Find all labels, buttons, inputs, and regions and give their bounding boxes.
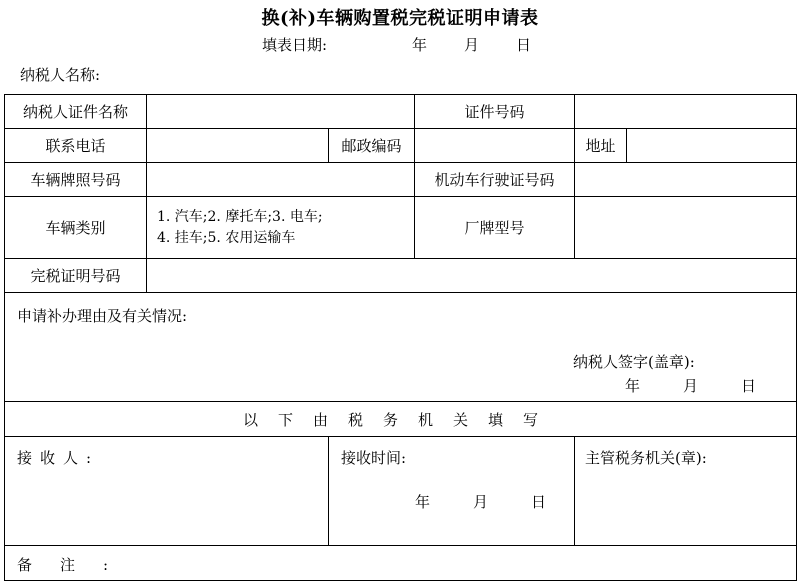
row-authority — [5, 437, 797, 546]
row-plate — [5, 163, 797, 197]
fill-date-line — [262, 34, 531, 55]
postal-code-field[interactable] — [415, 129, 575, 163]
id-doc-no-field[interactable] — [575, 95, 797, 129]
remark-label: 备注: — [17, 556, 137, 574]
row-contact — [5, 129, 797, 163]
reason-label: 申请补办理由及有关情况: — [17, 307, 188, 325]
tax-authority-label: 主管税务机关(章): — [585, 449, 707, 467]
vehicle-type-options — [147, 197, 415, 259]
vehicle-type-options-line2: 4. 挂车;5. 农用运输车 — [157, 229, 296, 246]
license-no-field[interactable] — [575, 163, 797, 197]
row-reason — [5, 293, 797, 402]
row-vehicle-type — [5, 197, 797, 259]
id-doc-name-label: 纳税人证件名称 — [5, 95, 147, 129]
address-field[interactable] — [627, 129, 797, 163]
tax-cert-no-label: 完税证明号码 — [5, 259, 147, 293]
receive-year: 年 — [415, 493, 431, 511]
signature-month: 月 — [683, 377, 699, 395]
receive-day: 日 — [531, 493, 547, 511]
receive-time-field[interactable] — [329, 437, 575, 546]
plate-no-label: 车辆牌照号码 — [5, 163, 147, 197]
fill-date-month: 月 — [464, 36, 480, 54]
brand-model-label: 厂牌型号 — [415, 197, 575, 259]
fill-date-day: 日 — [516, 36, 532, 54]
vehicle-type-options-line1: 1. 汽车;2. 摩托车;3. 电车; — [157, 208, 323, 225]
row-id-document — [5, 95, 797, 129]
receive-month: 月 — [473, 493, 489, 511]
plate-no-field[interactable] — [147, 163, 415, 197]
taxpayer-name-label: 纳税人名称: — [20, 66, 101, 84]
signature-day: 日 — [741, 377, 757, 395]
remark-field[interactable] — [5, 546, 797, 581]
receive-time-label: 接收时间: — [341, 449, 407, 467]
authority-section-header: 以下由税务机关填写 — [5, 402, 797, 437]
fill-date-year: 年 — [412, 36, 428, 54]
license-no-label: 机动车行驶证号码 — [415, 163, 575, 197]
signature-year: 年 — [625, 377, 641, 395]
tax-authority-field[interactable] — [575, 437, 797, 546]
tax-cert-no-field[interactable] — [147, 259, 797, 293]
row-tax-cert — [5, 259, 797, 293]
brand-model-field[interactable] — [575, 197, 797, 259]
signature-label: 纳税人签字(盖章): — [573, 353, 695, 371]
form-title: 换(补)车辆购置税完税证明申请表 — [261, 8, 539, 29]
id-doc-name-field[interactable] — [147, 95, 415, 129]
receiver-field[interactable] — [5, 437, 329, 546]
phone-field[interactable] — [147, 129, 329, 163]
reason-field[interactable] — [5, 293, 797, 402]
id-doc-no-label: 证件号码 — [415, 95, 575, 129]
vehicle-type-label: 车辆类别 — [5, 197, 147, 259]
receiver-label: 接收人: — [17, 449, 100, 467]
address-label: 地址 — [575, 129, 627, 163]
phone-label: 联系电话 — [5, 129, 147, 163]
fill-date-label: 填表日期: — [262, 36, 328, 54]
row-authority-header — [5, 402, 797, 437]
postal-code-label: 邮政编码 — [329, 129, 415, 163]
row-remark — [5, 546, 797, 581]
application-form-table — [4, 94, 797, 581]
receive-date — [415, 491, 546, 512]
signature-date — [625, 375, 756, 396]
